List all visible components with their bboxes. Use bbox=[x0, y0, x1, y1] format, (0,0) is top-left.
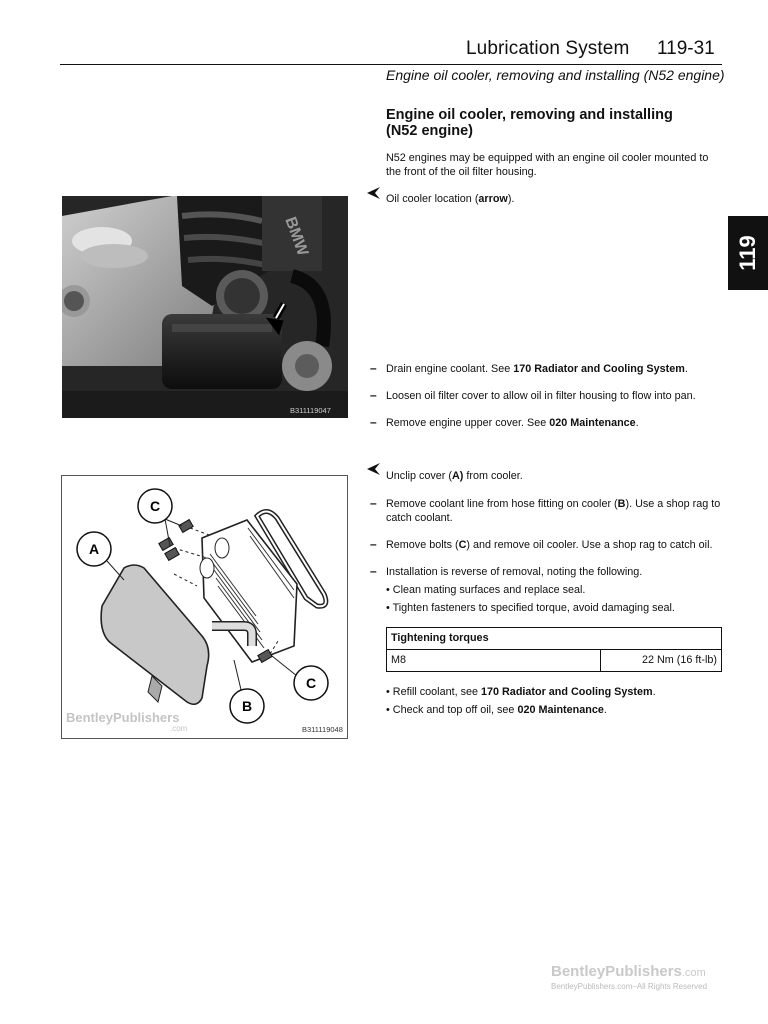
section-tab bbox=[728, 216, 768, 290]
section-title bbox=[386, 107, 716, 139]
note-check-oil: • Check and top off oil, see 020 Maintenance. bbox=[386, 704, 607, 716]
footer-rights: BentleyPublishers.com–All Rights Reserved bbox=[551, 982, 708, 991]
pointer-arrow-icon bbox=[366, 462, 382, 476]
section-title-line2: (N52 engine) bbox=[386, 123, 474, 139]
pointer-arrow-icon bbox=[366, 186, 382, 200]
step-marker: – bbox=[370, 415, 377, 429]
torque-item: M8 bbox=[387, 650, 601, 672]
figure1-id: B311119047 bbox=[290, 406, 331, 415]
step-remove-bolts: Remove bolts (C) and remove oil cooler. Use a shop rag to catch oil. bbox=[386, 539, 713, 551]
note-tighten-fasteners: • Tighten fasteners to specified torque, avoid damaging seal. bbox=[386, 602, 675, 614]
table-row bbox=[387, 650, 722, 672]
torque-table bbox=[386, 627, 722, 672]
section-intro: N52 engines may be equipped with an engine oil cooler mounted to the front of the oil filter housing. bbox=[386, 152, 709, 178]
engine-photo bbox=[62, 196, 348, 418]
oil-cooler-diagram bbox=[61, 475, 348, 739]
section-tab-label: 119 bbox=[735, 235, 760, 271]
label-b: B bbox=[241, 698, 253, 714]
watermark-suffix: .com bbox=[170, 724, 188, 733]
step-marker: – bbox=[370, 537, 377, 551]
step-remove-coolant-line: Remove coolant line from hose fitting on cooler (B). Use a shop rag to catch coolant. bbox=[386, 498, 721, 524]
header-subtitle: Engine oil cooler, removing and installing (N52 engine) bbox=[386, 67, 725, 83]
label-c-top: C bbox=[149, 498, 161, 514]
engine-badge-text: BMW bbox=[281, 214, 312, 259]
step-drain-coolant: Drain engine coolant. See 170 Radiator and Cooling System. bbox=[386, 363, 688, 375]
step-marker: – bbox=[370, 564, 377, 578]
label-a: A bbox=[88, 541, 100, 557]
torque-value: 22 Nm (16 ft-lb) bbox=[601, 650, 722, 672]
figure1-caption: Oil cooler location (arrow). bbox=[386, 193, 515, 205]
figure2-caption: Unclip cover (A) from cooler. bbox=[386, 470, 523, 482]
section-title-line1: Engine oil cooler, removing and installing bbox=[386, 107, 673, 123]
page-number: 119-31 bbox=[657, 38, 715, 59]
step-marker: – bbox=[370, 388, 377, 402]
step-marker: – bbox=[370, 496, 377, 510]
chapter-title: Lubrication System bbox=[466, 38, 630, 59]
note-refill-coolant: • Refill coolant, see 170 Radiator and Cooling System. bbox=[386, 686, 656, 698]
watermark: BentleyPublishers bbox=[66, 710, 180, 725]
header-rule bbox=[60, 64, 722, 65]
step-marker: – bbox=[370, 361, 377, 375]
step-loosen-filter: Loosen oil filter cover to allow oil in filter housing to flow into pan. bbox=[386, 390, 696, 402]
label-c-bottom: C bbox=[305, 675, 317, 691]
footer-brand: BentleyPublishers.com bbox=[551, 963, 706, 980]
torque-table-header: Tightening torques bbox=[387, 628, 722, 650]
step-remove-cover: Remove engine upper cover. See 020 Maintenance. bbox=[386, 417, 639, 429]
figure2-id: B311119048 bbox=[302, 725, 343, 734]
note-clean-surfaces: • Clean mating surfaces and replace seal. bbox=[386, 584, 586, 596]
step-installation: Installation is reverse of removal, noting the following. bbox=[386, 566, 643, 578]
